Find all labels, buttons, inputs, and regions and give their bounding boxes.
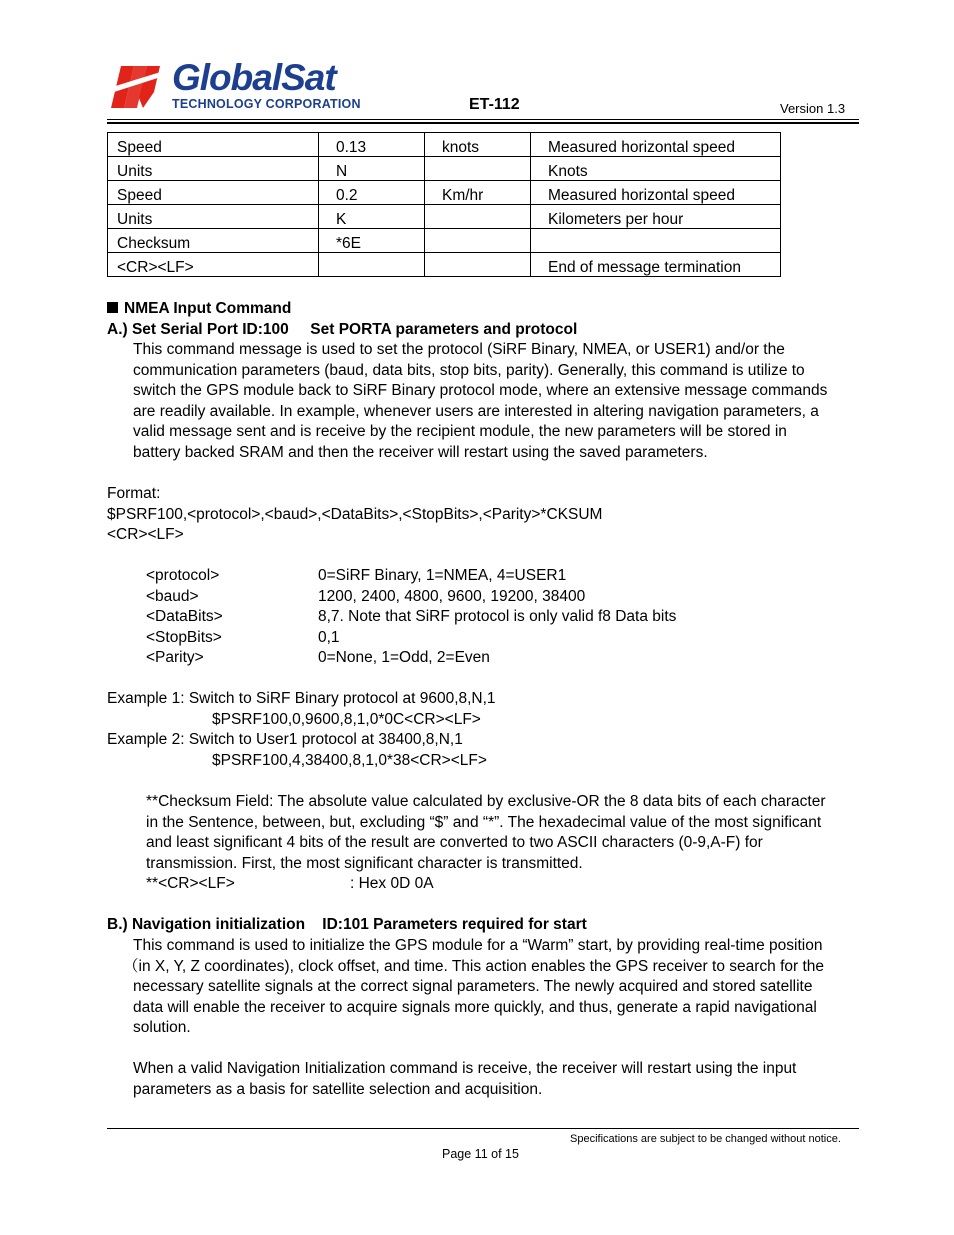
paragraph-b1	[123, 936, 825, 1039]
logo-wordmark: GlobalSat	[172, 57, 336, 98]
logo-subtitle: TECHNOLOGY CORPORATION	[172, 97, 361, 111]
table-cell: Speed	[108, 133, 319, 157]
table-cell: 0.2	[319, 181, 425, 205]
document-title: ET-112	[469, 96, 520, 113]
parameter-description: 0,1	[318, 628, 340, 646]
parameter-name: <Parity>	[146, 649, 204, 666]
table-cell: Checksum	[108, 229, 319, 253]
table-cell	[531, 229, 781, 253]
paragraph-line: in the Sentence, between, but, excluding “$” and “*”. The hexadecimal value of the most significant	[146, 813, 822, 831]
example-label: Example 2: Switch to User1 protocol at 38400,8,N,1	[107, 731, 463, 748]
footer-note: Specifications are subject to be changed without notice.	[570, 1133, 841, 1145]
section-heading	[107, 299, 291, 320]
table-cell: <CR><LF>	[108, 253, 319, 277]
paragraph-line: **Checksum Field: The absolute value calculated by exclusive-OR the 8 data bits of each character	[146, 793, 826, 810]
field-table	[107, 132, 781, 277]
example-code: $PSRF100,4,38400,8,1,0*38<CR><LF>	[212, 752, 487, 769]
table-row	[108, 181, 781, 205]
example-code: $PSRF100,0,9600,8,1,0*0C<CR><LF>	[212, 711, 481, 728]
table-row	[108, 205, 781, 229]
parameter-name: <baud>	[146, 587, 199, 605]
paragraph-line: battery backed SRAM and then the receiver will restart using the saved parameters.	[133, 443, 708, 461]
example-label: Example 1: Switch to SiRF Binary protocol at 9600,8,N,1	[107, 690, 496, 707]
table-cell: *6E	[319, 229, 425, 253]
parameter-name: <DataBits>	[146, 608, 223, 625]
paragraph-line: This command is used to initialize the GPS module for a “Warm” start, by providing real-time position	[133, 937, 823, 954]
paragraph-line: transmission. First, the most significant character is transmitted.	[146, 854, 583, 872]
table-cell: Units	[108, 157, 319, 181]
table-cell: 0.13	[319, 133, 425, 157]
table-cell: Knots	[531, 157, 781, 181]
format-line: <CR><LF>	[107, 526, 184, 543]
table-cell: Speed	[108, 181, 319, 205]
table-row	[108, 157, 781, 181]
parameter-description: 0=SiRF Binary, 1=NMEA, 4=USER1	[318, 567, 567, 584]
table-cell	[425, 229, 531, 253]
parameter-name: <StopBits>	[146, 628, 222, 646]
table-cell: Units	[108, 205, 319, 229]
paragraph-line: （in X, Y, Z coordinates), clock offset, and time. This action enables the GPS receiver to search for the	[123, 957, 825, 975]
parameter-name: <protocol>	[146, 567, 220, 584]
table-cell: Measured horizontal speed	[531, 181, 781, 205]
parameter-description: 8,7. Note that SiRF protocol is only valid f8 Data bits	[318, 608, 677, 625]
parameter-description: 0=None, 1=Odd, 2=Even	[318, 649, 490, 666]
table-row	[108, 229, 781, 253]
paragraph-line: valid message sent and is receive by the recipient module, the new parameters will be stored in	[133, 423, 787, 440]
table-cell: K	[319, 205, 425, 229]
paragraph-line: are readily available. In example, whenever users are interested in altering navigation parameters, a	[133, 402, 819, 420]
table-cell: Km/hr	[425, 181, 531, 205]
paragraph-b2	[133, 1059, 796, 1100]
table-row	[108, 133, 781, 157]
paragraph-line: necessary satellite signals at the correct signal parameters. The newly acquired and stored satellite	[133, 978, 813, 995]
checksum-note	[146, 792, 826, 874]
table-cell: N	[319, 157, 425, 181]
crlf-value: : Hex 0D 0A	[350, 875, 434, 892]
table-cell: Kilometers per hour	[531, 205, 781, 229]
table-cell	[425, 253, 531, 277]
header-rule-thick	[107, 122, 859, 124]
paragraph-line: When a valid Navigation Initialization command is receive, the receiver will restart using the input	[133, 1060, 797, 1077]
page-number: Page 11 of 15	[442, 1147, 519, 1161]
table-cell: Measured horizontal speed	[531, 133, 781, 157]
paragraph-line: switch the GPS module back to SiRF Binary protocol mode, where an extensive message commands	[133, 382, 828, 399]
paragraph-line: This command message is used to set the protocol (SiRF Binary, NMEA, or USER1) and/or the	[133, 341, 785, 358]
format-label: Format:	[107, 485, 161, 502]
section-heading-text: NMEA Input Command	[124, 300, 292, 317]
paragraph-line: and least significant 4 bits of the result are converted to two ASCII characters (0-9,A-F) for	[146, 834, 763, 851]
paragraph-a	[133, 340, 827, 463]
heading-b: B.) Navigation initialization ID:101 Parameters required for start	[107, 916, 587, 933]
table-cell: End of message termination	[531, 253, 781, 277]
table-cell	[425, 205, 531, 229]
heading-a: A.) Set Serial Port ID:100 Set PORTA parameters and protocol	[107, 321, 578, 338]
paragraph-line: solution.	[133, 1019, 191, 1036]
square-bullet-icon	[107, 302, 118, 313]
parameter-description: 1200, 2400, 4800, 9600, 19200, 38400	[318, 587, 586, 605]
header-rule	[107, 119, 859, 120]
table-cell: knots	[425, 133, 531, 157]
format-line: $PSRF100,<protocol>,<baud>,<DataBits>,<StopBits>,<Parity>*CKSUM	[107, 506, 603, 523]
table-cell	[319, 253, 425, 277]
footer-rule	[107, 1128, 859, 1129]
paragraph-line: parameters as a basis for satellite selection and acquisition.	[133, 1080, 543, 1098]
table-row	[108, 253, 781, 277]
crlf-label: **<CR><LF>	[146, 875, 235, 892]
table-cell	[425, 157, 531, 181]
globalsat-logo-mark-icon	[107, 62, 173, 112]
paragraph-line: data will enable the receiver to acquire signals more quickly, and thus, generate a rapid navigational	[133, 998, 817, 1016]
version-label: Version 1.3	[780, 101, 846, 116]
paragraph-line: communication parameters (baud, data bits, stop bits, parity). Generally, this command is utilize to	[133, 361, 805, 379]
